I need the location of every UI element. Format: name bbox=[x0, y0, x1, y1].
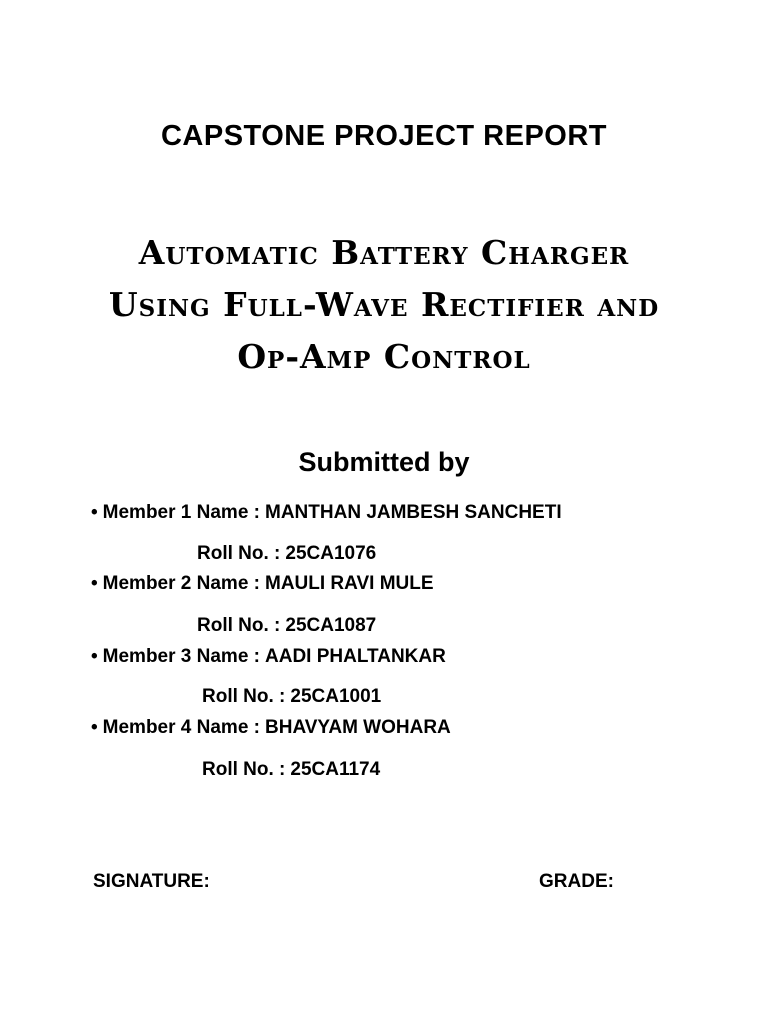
member-2-roll-line bbox=[197, 615, 376, 637]
bullet: • bbox=[91, 502, 98, 523]
report-heading: CAPSTONE PROJECT REPORT bbox=[160, 120, 608, 152]
member-1-roll: 25CA1076 bbox=[285, 543, 377, 564]
bullet: • bbox=[91, 646, 98, 667]
member-4-roll: 25CA1174 bbox=[290, 759, 381, 780]
bullet: • bbox=[91, 717, 98, 738]
member-1-roll-label: Roll No. : bbox=[197, 543, 281, 564]
member-3-name: AADI PHALTANKAR bbox=[265, 646, 446, 667]
member-1-name-line bbox=[91, 502, 562, 524]
member-4-name-line bbox=[91, 717, 451, 739]
member-3-roll-label: Roll No. : bbox=[202, 686, 286, 707]
member-1-roll-line bbox=[197, 543, 376, 565]
member-4-roll-label: Roll No. : bbox=[202, 759, 286, 780]
project-title-line-2: Using Full-Wave Rectifier and bbox=[108, 285, 660, 324]
project-title-line-3: Op-Amp Control bbox=[237, 337, 531, 376]
member-2-name-label: Member 2 Name : bbox=[102, 573, 260, 594]
grade-label: GRADE: bbox=[539, 871, 614, 892]
member-4-name: BHAVYAM WOHARA bbox=[265, 717, 451, 738]
bullet: • bbox=[91, 573, 98, 594]
member-4-name-label: Member 4 Name : bbox=[102, 717, 260, 738]
member-3-name-line bbox=[91, 646, 446, 668]
member-3-roll-line bbox=[202, 686, 381, 708]
project-title-line-1: Automatic Battery Charger bbox=[138, 233, 630, 272]
member-3-name-label: Member 3 Name : bbox=[102, 646, 260, 667]
member-3-roll: 25CA1001 bbox=[290, 686, 382, 707]
project-title bbox=[60, 227, 708, 383]
member-1-name: MANTHAN JAMBESH SANCHETI bbox=[265, 502, 562, 523]
member-4-roll-line bbox=[202, 759, 380, 781]
member-2-roll: 25CA1087 bbox=[285, 615, 377, 636]
submitted-by-heading: Submitted by bbox=[298, 447, 470, 477]
member-1-name-label: Member 1 Name : bbox=[102, 502, 260, 523]
member-2-roll-label: Roll No. : bbox=[197, 615, 281, 636]
member-2-name: MAULI RAVI MULE bbox=[265, 573, 434, 594]
signature-label: SIGNATURE: bbox=[93, 871, 210, 892]
member-2-name-line bbox=[91, 573, 434, 595]
